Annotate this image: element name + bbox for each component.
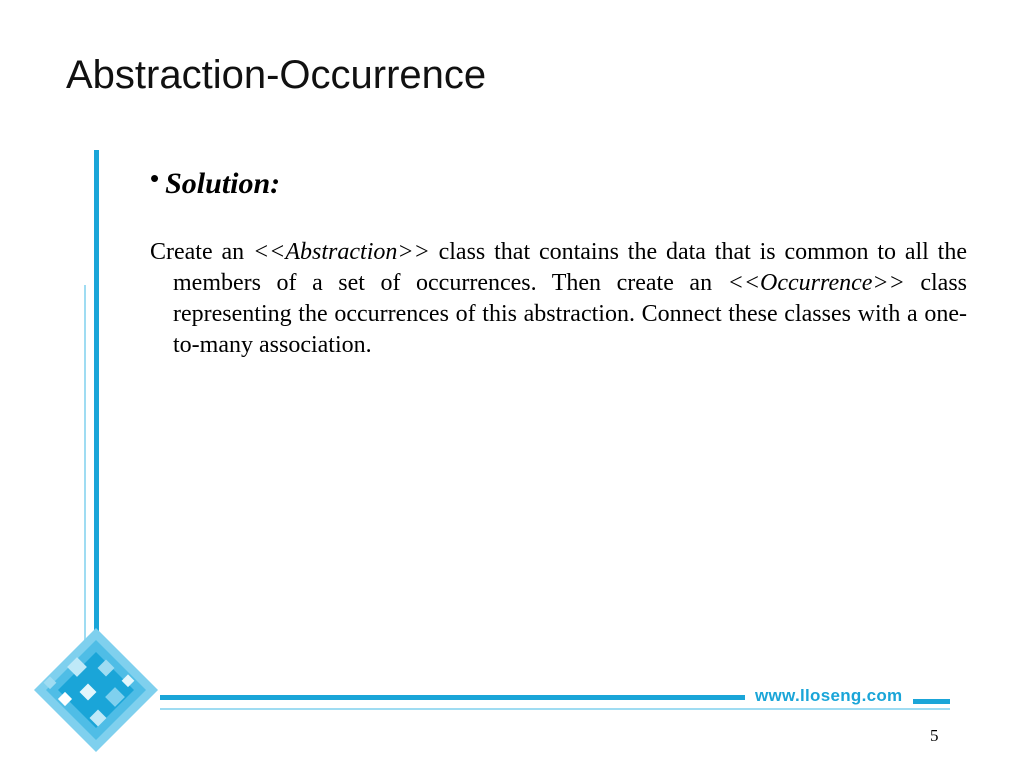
stereotype-abstraction: <<Abstraction>> — [252, 239, 430, 265]
slide-title: Abstraction-Occurrence — [66, 53, 487, 97]
bottom-rule-thin — [160, 708, 950, 710]
bottom-rule-end — [913, 699, 950, 704]
bullet-item — [150, 156, 280, 206]
solution-paragraph — [150, 237, 967, 361]
bullet-label: Solution: — [165, 167, 281, 200]
bottom-rule — [160, 695, 745, 700]
left-rule — [94, 150, 99, 660]
tiled-diamond-logo-icon — [34, 628, 158, 752]
page-number: 5 — [930, 726, 939, 745]
paragraph-text-3: class representing the occurrences of this abstraction. Connect these classes with a one-to-many association. — [173, 270, 968, 358]
bullet-icon: • — [150, 163, 160, 193]
website-url: www.lloseng.com — [755, 686, 903, 705]
paragraph-text-1: Create an — [150, 239, 253, 265]
stereotype-occurrence: <<Occurrence>> — [727, 270, 905, 296]
paragraph-text-2: class that contains the data that is common to all the members of a set of occurrences. Then create an — [173, 239, 968, 296]
left-rule-thin — [84, 285, 86, 665]
